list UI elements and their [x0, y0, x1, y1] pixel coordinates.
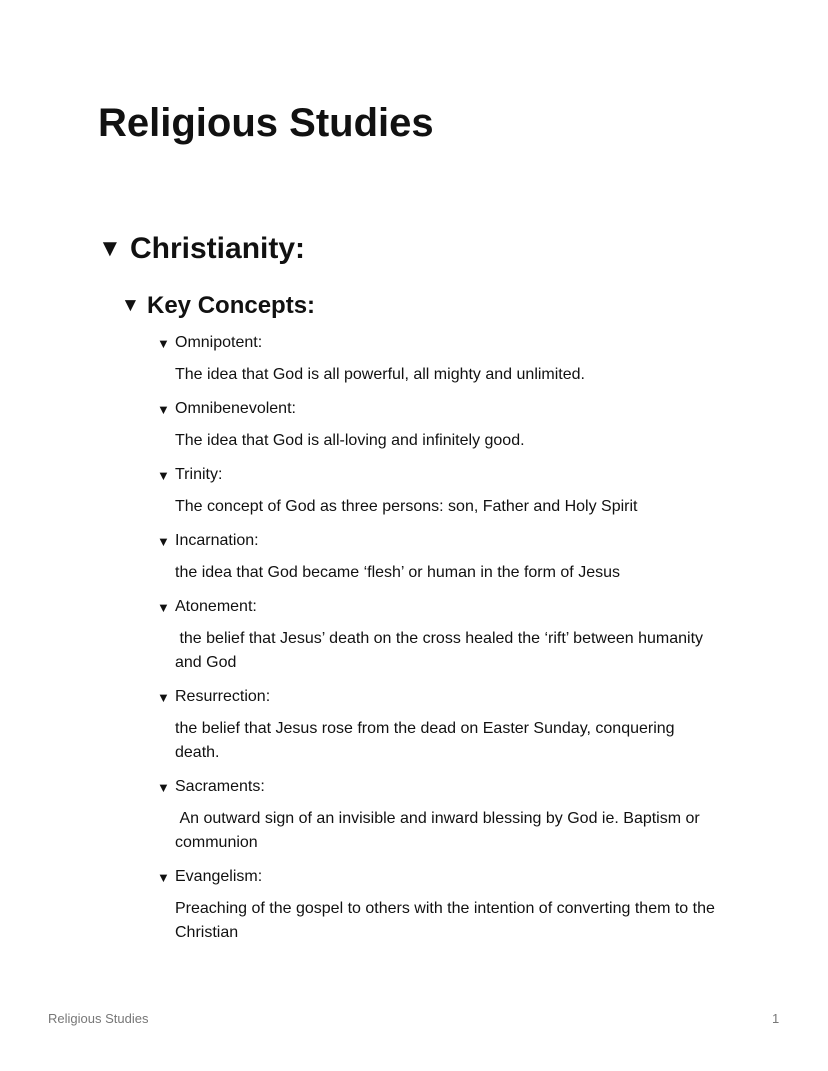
subsection-heading: Key Concepts:	[147, 292, 316, 319]
concept-toggle[interactable]	[157, 529, 737, 553]
concept-item	[157, 529, 737, 585]
concept-toggle[interactable]	[157, 463, 737, 487]
concept-toggle[interactable]	[157, 331, 737, 355]
concept-definition: the belief that Jesus rose from the dead on Easter Sunday, conquering death.	[175, 720, 680, 761]
triangle-down-icon[interactable]: ▼	[157, 779, 170, 795]
concept-term: Omnipotent:	[175, 334, 263, 351]
concept-toggle[interactable]	[157, 397, 737, 421]
concept-term: Incarnation:	[175, 532, 259, 549]
concept-term: Resurrection:	[175, 688, 271, 705]
concept-definition: An outward sign of an invisible and inward blessing by God ie. Baptism or communion	[175, 810, 705, 851]
triangle-down-icon[interactable]: ▼	[157, 467, 170, 483]
concept-term: Trinity:	[175, 466, 223, 483]
concept-definition: the idea that God became ‘flesh’ or human in the form of Jesus	[175, 564, 620, 581]
concept-definition: The idea that God is all powerful, all mighty and unlimited.	[175, 366, 585, 383]
concept-term: Atonement:	[175, 598, 257, 615]
subsection-toggle-key-concepts[interactable]	[121, 290, 315, 322]
concept-toggle[interactable]	[157, 865, 737, 889]
concept-definition: the belief that Jesus’ death on the cross healed the ‘rift’ between humanity and God	[175, 630, 708, 671]
concept-toggle[interactable]	[157, 595, 737, 619]
concept-toggle[interactable]	[157, 685, 737, 709]
page-title: Religious Studies	[98, 101, 434, 145]
concept-item	[157, 397, 737, 453]
page-number: 1	[772, 1011, 780, 1026]
concept-definition: The concept of God as three persons: son, Father and Holy Spirit	[175, 498, 638, 515]
concept-item	[157, 331, 737, 387]
concept-term: Evangelism:	[175, 868, 263, 885]
concept-toggle[interactable]	[157, 775, 737, 799]
triangle-down-icon[interactable]: ▼	[121, 295, 140, 316]
concept-term: Sacraments:	[175, 778, 265, 795]
triangle-down-icon[interactable]: ▼	[157, 869, 170, 885]
concept-item	[157, 685, 737, 765]
triangle-down-icon[interactable]: ▼	[157, 689, 170, 705]
concept-list	[157, 331, 737, 955]
concept-term: Omnibenevolent:	[175, 400, 296, 417]
section-heading: Christianity:	[130, 232, 306, 265]
footer-title: Religious Studies	[48, 1011, 149, 1026]
concept-item	[157, 865, 737, 945]
concept-definition: The idea that God is all-loving and infinitely good.	[175, 432, 525, 449]
section-toggle-christianity[interactable]	[98, 228, 305, 270]
triangle-down-icon[interactable]: ▼	[157, 533, 170, 549]
concept-definition: Preaching of the gospel to others with the intention of converting them to the Christian	[175, 900, 720, 941]
triangle-down-icon[interactable]: ▼	[98, 235, 122, 262]
concept-item	[157, 775, 737, 855]
triangle-down-icon[interactable]: ▼	[157, 401, 170, 417]
concept-item	[157, 595, 737, 675]
triangle-down-icon[interactable]: ▼	[157, 335, 170, 351]
concept-item	[157, 463, 737, 519]
triangle-down-icon[interactable]: ▼	[157, 599, 170, 615]
